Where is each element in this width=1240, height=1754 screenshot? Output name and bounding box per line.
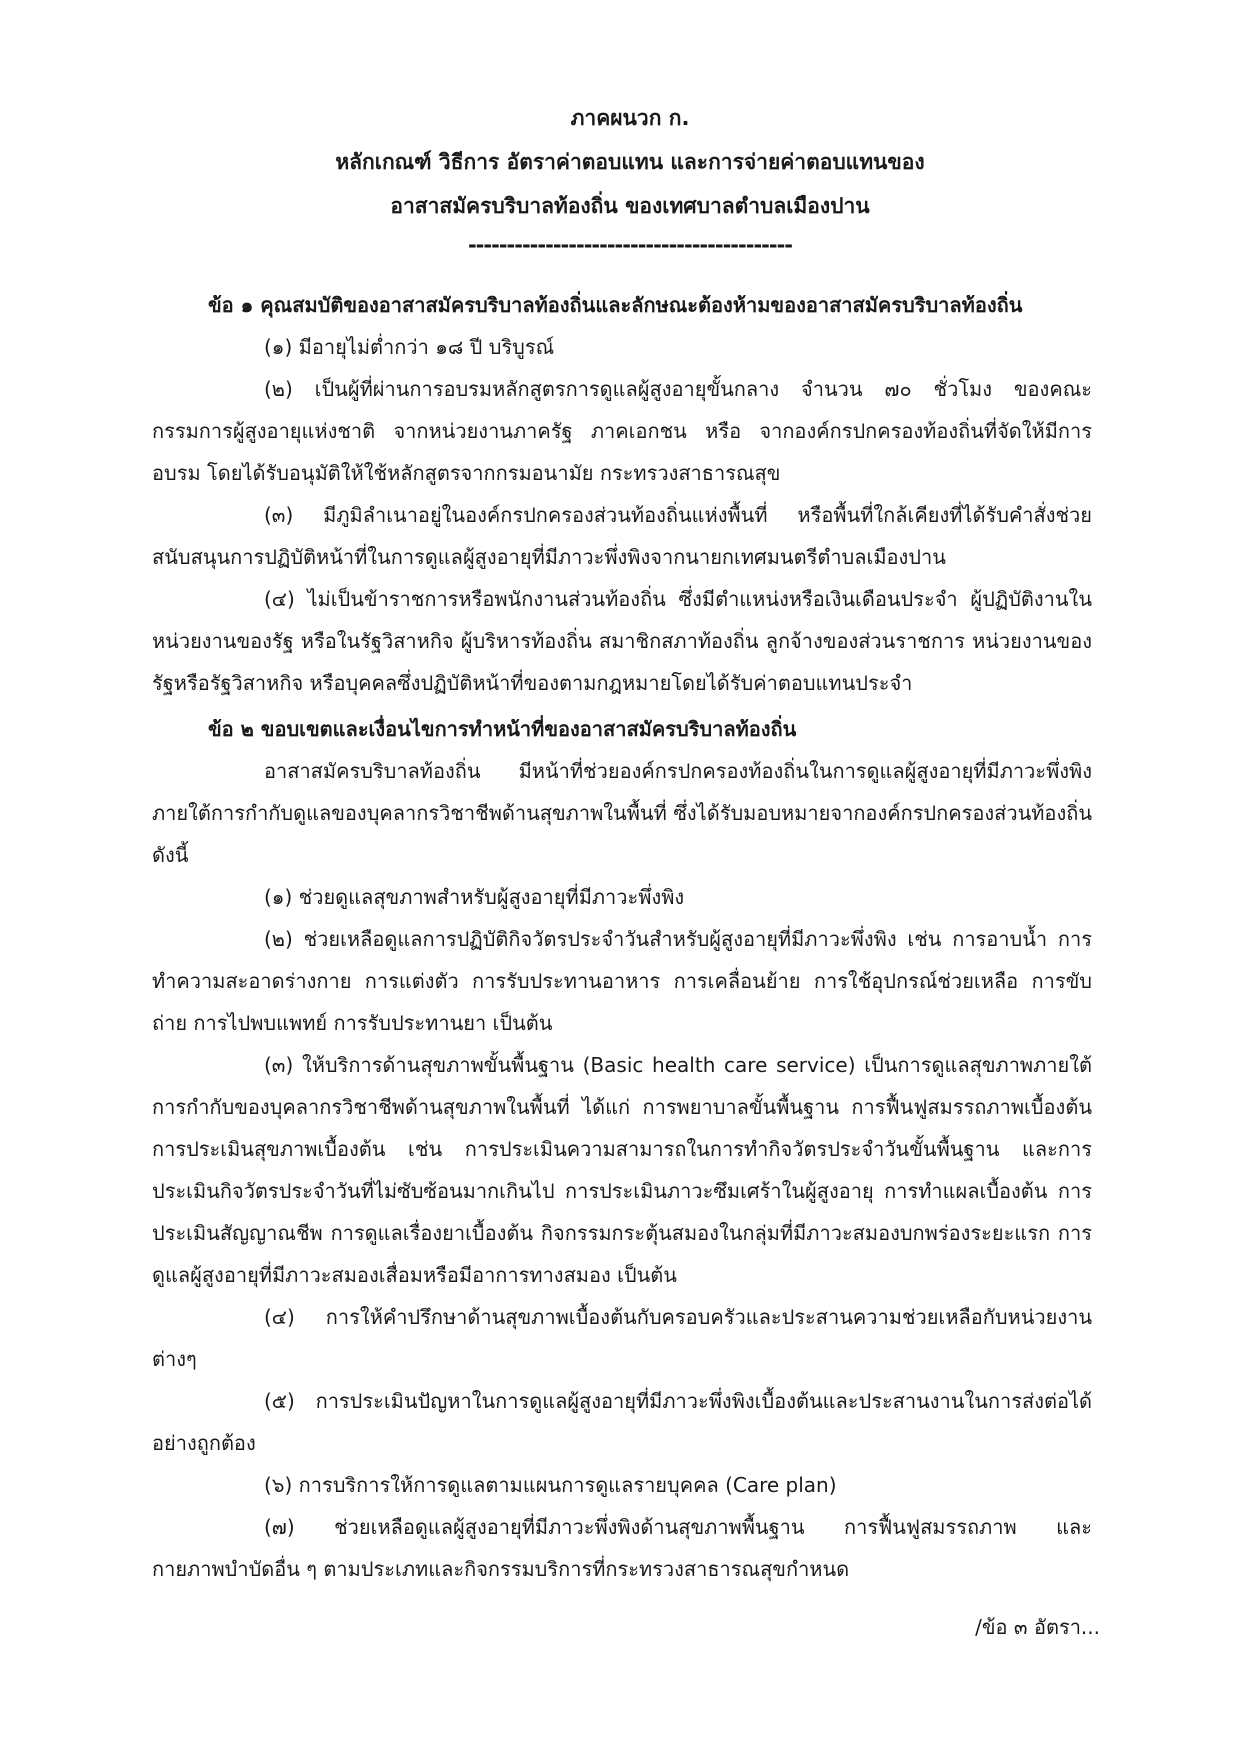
section-2-item-7: (๗) ช่วยเหลือดูแลผู้สูงอายุที่มีภาวะพึ่งพิงด้านสุขภาพพื้นฐาน การฟื้นฟูสมรรถภาพ และกายภาพบำบัดอื่น ๆ ตามประเภทและกิจกรรมบริการที่กระทรวงสาธารณสุขกำหนด [152,1515,1092,1581]
section-1 [152,284,1092,704]
section-2-item-5: (๕) การประเมินปัญหาในการดูแลผู้สูงอายุที่มีภาวะพึ่งพิงเบื้องต้นและประสานงานในการส่งต่อได้อย่างถูกต้อง [152,1389,1092,1455]
document-header [152,96,1092,228]
section-2-item-3: (๓) ให้บริการด้านสุขภาพขั้นพื้นฐาน (Basic health care service) เป็นการดูแลสุขภาพภายใต้การกำกับของบุคลากรวิชาชีพด้านสุขภาพในพื้นที่ ได้แก่ การพยาบาลขั้นพื้นฐาน การฟื้นฟูสมรรถภาพเบื้องต้น การประเมินสุขภาพเบื้องต้น เช่น การประเมินความสามารถในการทำกิจวัตรประจำวันขั้นพื้นฐาน และการประเมินกิจวัตรประจำวันที่ไม่ซับซ้อนมากเกินไป การประเมินภาวะซึมเศร้าในผู้สูงอายุ การทำแผลเบื้องต้น การประเมินสัญญาณชีพ การดูแลเรื่องยาเบื้องต้น กิจกรรมกระตุ้นสมองในกลุ่มที่มีภาวะสมองบกพร่องระยะแรก การดูแลผู้สูงอายุที่มีภาวะสมองเสื่อมหรือมีอาการทางสมอง เป็นต้น [152,1053,1092,1287]
header-divider: ------------------------------------------ [467,233,793,257]
section-1-item-2: (๒) เป็นผู้ที่ผ่านการอบรมหลักสูตรการดูแลผู้สูงอายุขั้นกลาง จำนวน ๗๐ ชั่วโมง ของคณะกรรมการผู้สูงอายุแห่งชาติ จากหน่วยงานภาครัฐ ภาคเอกชน หรือ จากองค์กรปกครองท้องถิ่นที่จัดให้มีการอบรม โดยได้รับอนุมัติให้ใช้หลักสูตรจากกรมอนามัย กระทรวงสาธารณสุข [152,377,1092,485]
section-1-item-4: (๔) ไม่เป็นข้าราชการหรือพนักงานส่วนท้องถิ่น ซึ่งมีตำแหน่งหรือเงินเดือนประจำ ผู้ปฏิบัติงานในหน่วยงานของรัฐ หรือในรัฐวิสาหกิจ ผู้บริหารท้องถิ่น สมาชิกสภาท้องถิ่น ลูกจ้างของส่วนราชการ หน่วยงานของรัฐหรือรัฐวิสาหกิจ หรือบุคคลซึ่งปฏิบัติหน้าที่ของตามกฎหมายโดยได้รับค่าตอบแทนประจำ [152,587,1092,695]
next-page-reference: /ข้อ ๓ อัตรา... [975,1615,1100,1639]
section-2-item-1: (๑) ช่วยดูแลสุขภาพสำหรับผู้สูงอายุที่มีภาวะพึ่งพิง [264,885,685,909]
document-title-line-1: หลักเกณฑ์ วิธีการ อัตราค่าตอบแทน และการจ่ายค่าตอบแทนของ [335,150,925,174]
appendix-title: ภาคผนวก ก. [570,106,690,130]
section-2-item-2: (๒) ช่วยเหลือดูแลการปฏิบัติกิจวัตรประจำวันสำหรับผู้สูงอายุที่มีภาวะพึ่งพิง เช่น การอาบน้ำ การทำความสะอาดร่างกาย การแต่งตัว การรับประทานอาหาร การเคลื่อนย้าย การใช้อุปกรณ์ช่วยเหลือ การขับถ่าย การไปพบแพทย์ การรับประทานยา เป็นต้น [152,927,1092,1035]
section-2 [152,708,1092,1590]
document-title-line-2: อาสาสมัครบริบาลท้องถิ่น ของเทศบาลตำบลเมืองปาน [390,194,870,218]
section-1-heading: ข้อ ๑ คุณสมบัติของอาสาสมัครบริบาลท้องถิ่นและลักษณะต้องห้ามของอาสาสมัครบริบาลท้องถิ่น [208,293,1023,317]
section-2-item-6: (๖) การบริการให้การดูแลตามแผนการดูแลรายบุคคล (Care plan) [264,1473,837,1497]
section-2-item-4: (๔) การให้คำปรึกษาด้านสุขภาพเบื้องต้นกับครอบครัวและประสานความช่วยเหลือกับหน่วยงานต่างๆ [152,1305,1092,1371]
section-2-heading: ข้อ ๒ ขอบเขตและเงื่อนไขการทำหน้าที่ของอาสาสมัครบริบาลท้องถิ่น [208,717,797,741]
section-2-intro: อาสาสมัครบริบาลท้องถิ่น มีหน้าที่ช่วยองค์กรปกครองท้องถิ่นในการดูแลผู้สูงอายุที่มีภาวะพึ่งพิง ภายใต้การกำกับดูแลของบุคลากรวิชาชีพด้านสุขภาพในพื้นที่ ซึ่งได้รับมอบหมายจากองค์กรปกครองส่วนท้องถิ่น ดังนี้ [152,759,1092,867]
section-1-item-3: (๓) มีภูมิลำเนาอยู่ในองค์กรปกครองส่วนท้องถิ่นแห่งพื้นที่ หรือพื้นที่ใกล้เคียงที่ได้รับคำสั่งช่วยสนับสนุนการปฏิบัติหน้าที่ในการดูแลผู้สูงอายุที่มีภาวะพึ่งพิงจากนายกเทศมนตรีตำบลเมืองปาน [152,503,1092,569]
section-1-item-1: (๑) มีอายุไม่ต่ำกว่า ๑๘ ปี บริบูรณ์ [264,335,555,359]
